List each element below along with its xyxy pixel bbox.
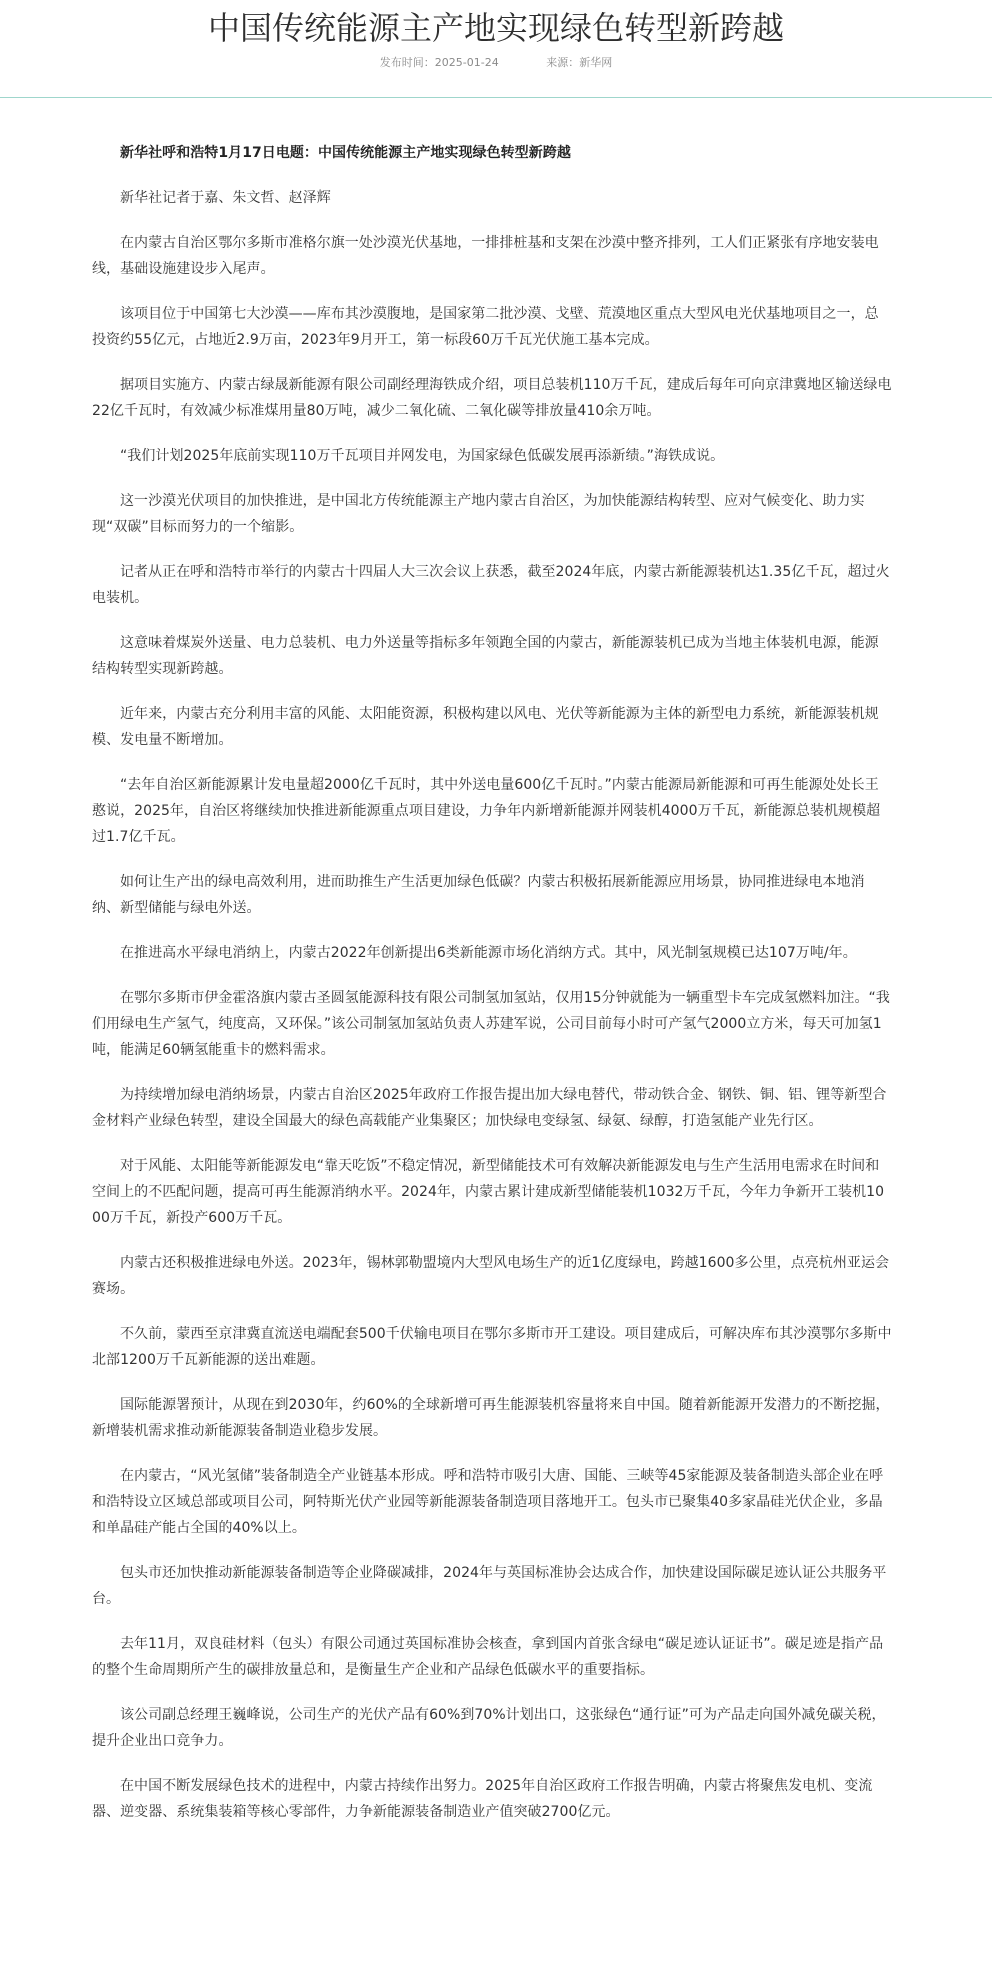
article-paragraph: 该项目位于中国第七大沙漠——库布其沙漠腹地，是国家第二批沙漠、戈壁、荒漠地区重点大型风电光伏基地项目之一，总投资约55亿元，占地近2.9万亩，2023年9月开工，第一标段60万千瓦光伏施工基本完成。 xyxy=(92,306,879,348)
publish-label: 发布时间： xyxy=(379,56,435,69)
article-paragraph: 不久前，蒙西至京津冀直流送电端配套500千伏输电项目在鄂尔多斯市开工建设。项目建成后，可解决库布其沙漠鄂尔多斯中北部1200万千瓦新能源的送出难题。 xyxy=(92,1326,892,1368)
article-paragraph: 该公司副总经理王巍峰说，公司生产的光伏产品有60%到70%计划出口，这张绿色“通行证”可为产品走向国外减免碳关税，提升企业出口竞争力。 xyxy=(92,1707,886,1749)
article-paragraph: 在内蒙古自治区鄂尔多斯市准格尔旗一处沙漠光伏基地，一排排桩基和支架在沙漠中整齐排列，工人们正紧张有序地安装电线，基础设施建设步入尾声。 xyxy=(92,235,879,277)
article-paragraph: “我们计划2025年底前实现110万千瓦项目并网发电，为国家绿色低碳发展再添新绩。”海铁成说。 xyxy=(120,448,725,464)
article-dateline: 新华社呼和浩特1月17日电题：中国传统能源主产地实现绿色转型新跨越 xyxy=(120,145,571,161)
article-byline: 新华社记者于嘉、朱文哲、赵泽辉 xyxy=(120,190,331,206)
article-paragraph: 在鄂尔多斯市伊金霍洛旗内蒙古圣圆氢能源科技有限公司制氢加氢站，仅用15分钟就能为一辆重型卡车完成氢燃料加注。“我们用绿电生产氢气，纯度高，又环保。”该公司制氢加氢站负责人苏建军说，公司目前每小时可产氢气2000立方米，每天可加氢1吨，能满足60辆氢能重卡的燃料需求。 xyxy=(92,990,890,1058)
article-paragraph: “去年自治区新能源累计发电量超2000亿千瓦时，其中外送电量600亿千瓦时。”内蒙古能源局新能源和可再生能源处处长王憨说，2025年，自治区将继续加快推进新能源重点项目建设，力争年内新增新能源并网装机4000万千瓦，新能源总装机规模超过1.7亿千瓦。 xyxy=(92,777,881,845)
article-paragraph: 对于风能、太阳能等新能源发电“靠天吃饭”不稳定情况，新型储能技术可有效解决新能源发电与生产生活用电需求在时间和空间上的不匹配问题，提高可再生能源消纳水平。2024年，内蒙古累计建成新型储能装机1032万千瓦，今年力争新开工装机1000万千瓦，新投产600万千瓦。 xyxy=(92,1158,885,1226)
article-paragraph: 在推进高水平绿电消纳上，内蒙古2022年创新提出6类新能源市场化消纳方式。其中，风光制氢规模已达107万吨/年。 xyxy=(120,945,857,961)
article-paragraph: 如何让生产出的绿电高效利用，进而助推生产生活更加绿色低碳？内蒙古积极拓展新能源应用场景，协同推进绿电本地消纳、新型储能与绿电外送。 xyxy=(92,874,865,916)
source-info xyxy=(546,55,612,71)
article-body xyxy=(92,140,892,1844)
article-paragraph: 记者从正在呼和浩特市举行的内蒙古十四届人大三次会议上获悉，截至2024年底，内蒙古新能源装机达1.35亿千瓦，超过火电装机。 xyxy=(92,564,890,606)
article-paragraph: 在内蒙古，“风光氢储”装备制造全产业链基本形成。呼和浩特市吸引大唐、国能、三峡等45家能源及装备制造头部企业在呼和浩特设立区域总部或项目公司，阿特斯光伏产业园等新能源装备制造项目落地开工。包头市已聚集40多家晶硅光伏企业，多晶和单晶硅产能占全国的40%以上。 xyxy=(92,1468,884,1536)
publish-date: 2025-01-24 xyxy=(434,56,499,69)
article-paragraph: 包头市还加快推动新能源装备制造等企业降碳减排，2024年与英国标准协会达成合作，加快建设国际碳足迹认证公共服务平台。 xyxy=(92,1565,887,1607)
source-label: 来源： xyxy=(546,56,580,69)
article-paragraph: 近年来，内蒙古充分利用丰富的风能、太阳能资源，积极构建以风电、光伏等新能源为主体的新型电力系统，新能源装机规模、发电量不断增加。 xyxy=(92,706,879,748)
article-paragraph: 为持续增加绿电消纳场景，内蒙古自治区2025年政府工作报告提出加大绿电替代，带动铁合金、钢铁、铜、铝、锂等新型合金材料产业绿色转型，建设全国最大的绿色高载能产业集聚区；加快绿电变绿氢、绿氨、绿醇，打造氢能产业先行区。 xyxy=(92,1087,887,1129)
article-paragraph: 这意味着煤炭外送量、电力总装机、电力外送量等指标多年领跑全国的内蒙古，新能源装机已成为当地主体装机电源，能源结构转型实现新跨越。 xyxy=(92,635,879,677)
article-paragraph: 国际能源署预计，从现在到2030年，约60%的全球新增可再生能源装机容量将来自中国。随着新能源开发潜力的不断挖掘，新增装机需求推动新能源装备制造业稳步发展。 xyxy=(92,1397,890,1439)
article-meta xyxy=(0,55,992,71)
article-header xyxy=(0,0,992,98)
article-paragraph: 据项目实施方、内蒙古绿晟新能源有限公司副经理海铁成介绍，项目总装机110万千瓦，建成后每年可向京津冀地区输送绿电22亿千瓦时，有效减少标准煤用量80万吨，减少二氧化硫、二氧化碳等排放量410余万吨。 xyxy=(92,377,892,419)
article-paragraph: 在中国不断发展绿色技术的进程中，内蒙古持续作出努力。2025年自治区政府工作报告明确，内蒙古将聚焦发电机、变流器、逆变器、系统集装箱等核心零部件，力争新能源装备制造业产值突破2700亿元。 xyxy=(92,1778,873,1820)
article-paragraph: 去年11月，双良硅材料（包头）有限公司通过英国标准协会核查，拿到国内首张含绿电“碳足迹认证证书”。碳足迹是指产品的整个生命周期所产生的碳排放量总和，是衡量生产企业和产品绿色低碳水平的重要指标。 xyxy=(92,1636,884,1678)
source-name: 新华网 xyxy=(579,56,613,69)
page-title: 中国传统能源主产地实现绿色转型新跨越 xyxy=(207,9,784,47)
article-paragraph: 这一沙漠光伏项目的加快推进，是中国北方传统能源主产地内蒙古自治区，为加快能源结构转型、应对气候变化、助力实现“双碳”目标而努力的一个缩影。 xyxy=(92,493,865,535)
publish-info xyxy=(380,55,499,71)
article-paragraph: 内蒙古还积极推进绿电外送。2023年，锡林郭勒盟境内大型风电场生产的近1亿度绿电，跨越1600多公里，点亮杭州亚运会赛场。 xyxy=(92,1255,890,1297)
